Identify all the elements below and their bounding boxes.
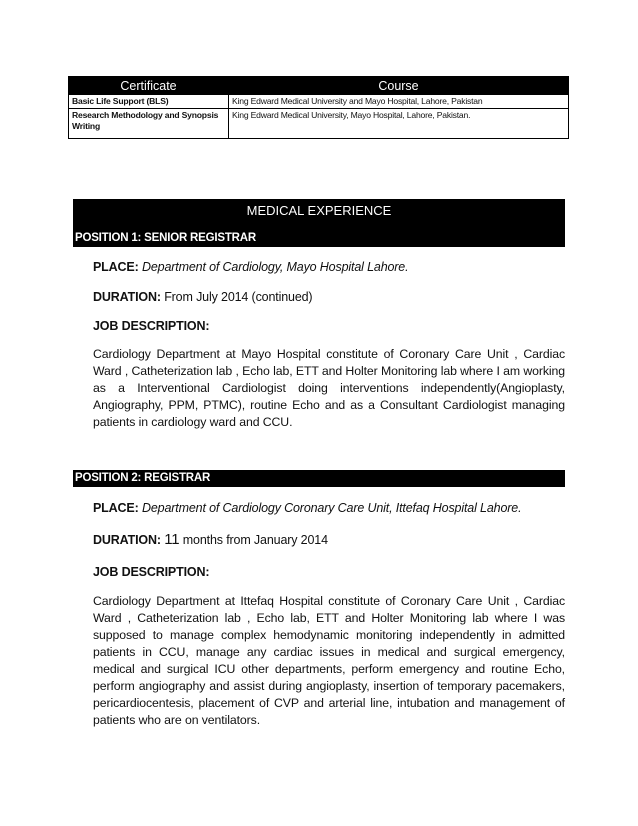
place-label: PLACE: <box>93 501 139 515</box>
duration-line <box>93 289 565 306</box>
position-heading: POSITION 2: REGISTRAR <box>73 470 565 487</box>
duration-label: DURATION: <box>93 290 161 304</box>
certificate-table <box>68 76 569 139</box>
job-description-label <box>93 564 565 581</box>
section-title-medical-experience: MEDICAL EXPERIENCE <box>73 199 565 230</box>
place-label: PLACE: <box>93 260 139 274</box>
position-heading: POSITION 1: SENIOR REGISTRAR <box>73 230 565 247</box>
certificate-cell: Research Methodology and Synopsis Writing <box>69 109 229 139</box>
duration-number: 11 <box>164 531 180 548</box>
column-header-course: Course <box>229 77 569 95</box>
course-cell: King Edward Medical University and Mayo Hospital, Lahore, Pakistan <box>229 95 569 109</box>
job-description-text: Cardiology Department at Ittefaq Hospital constitute of Coronary Care Unit , Cardiac Ward , Catheterization lab , Echo lab, ETT and Holter Monitoring lab where I was supposed to manage complex hemodynamic monitoring independently in admitted patients in CCU, manage any cardiac issues in medical and surgical emergency, medical and surgical ICU other departments, perform emergency and routine Echo, perform angiography and assist during angioplasty, insertion of temporary pacemakers, pericardiocentesis, placement of CVP and arterial line, intubation and management of patients who are on ventilators. <box>93 594 565 727</box>
table-row <box>69 109 569 139</box>
job-description-label-text: JOB DESCRIPTION: <box>93 565 210 579</box>
job-description-label <box>93 318 565 335</box>
duration-value: months from January 2014 <box>182 533 328 547</box>
certificate-cell: Basic Life Support (BLS) <box>69 95 229 109</box>
job-description-text: Cardiology Department at Mayo Hospital constitute of Coronary Care Unit , Cardiac Ward , Catheterization lab , Echo lab, ETT and Holter Monitoring lab where I am working as a Interventional Cardiologist doing interventions independently(Angioplasty, Angiography, PPM, PTMC), routine Echo and as a Consultant Cardiologist managing patients in cardiology ward and CCU. <box>93 347 565 429</box>
course-cell: King Edward Medical University, Mayo Hospital, Lahore, Pakistan. <box>229 109 569 139</box>
duration-value: From July 2014 (continued) <box>164 290 313 304</box>
column-header-certificate: Certificate <box>69 77 229 95</box>
table-row <box>69 95 569 109</box>
duration-label: DURATION: <box>93 533 161 547</box>
place-line <box>93 500 565 517</box>
duration-line <box>93 531 565 549</box>
job-description-label-text: JOB DESCRIPTION: <box>93 319 210 333</box>
table-header-row <box>69 77 569 95</box>
place-value: Department of Cardiology Coronary Care Unit, Ittefaq Hospital Lahore. <box>141 501 522 515</box>
place-line <box>93 259 565 276</box>
place-value: Department of Cardiology, Mayo Hospital Lahore. <box>141 260 409 274</box>
